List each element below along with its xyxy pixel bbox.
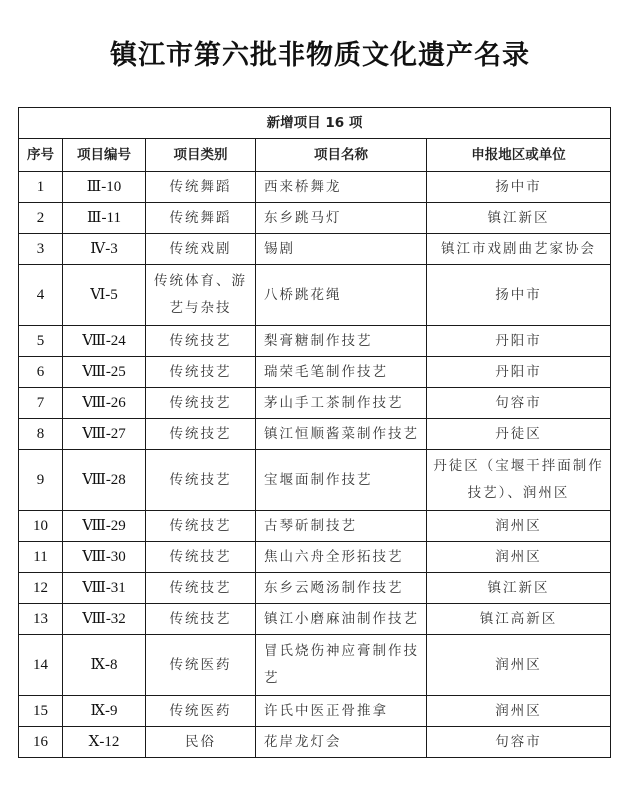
cell-category: 传统舞蹈 bbox=[146, 172, 256, 203]
header-index: 序号 bbox=[19, 139, 63, 172]
cell-name: 梨膏糖制作技艺 bbox=[256, 326, 427, 357]
cell-unit: 镇江高新区 bbox=[427, 604, 611, 635]
cell-code: Ⅸ-9 bbox=[63, 696, 146, 727]
header-name: 项目名称 bbox=[256, 139, 427, 172]
cell-code: Ⅷ-29 bbox=[63, 511, 146, 542]
cell-code: Ⅷ-28 bbox=[63, 450, 146, 511]
table-row bbox=[19, 419, 611, 450]
table-row bbox=[19, 357, 611, 388]
cell-index: 11 bbox=[19, 542, 63, 573]
heritage-list-table bbox=[18, 107, 611, 758]
cell-code: Ⅲ-11 bbox=[63, 203, 146, 234]
cell-index: 16 bbox=[19, 727, 63, 758]
table-row bbox=[19, 388, 611, 419]
cell-index: 15 bbox=[19, 696, 63, 727]
cell-name: 瑞荣毛笔制作技艺 bbox=[256, 357, 427, 388]
cell-code: Ⅷ-30 bbox=[63, 542, 146, 573]
cell-unit: 镇江市戏剧曲艺家协会 bbox=[427, 234, 611, 265]
cell-index: 12 bbox=[19, 573, 63, 604]
document-title: 镇江市第六批非物质文化遗产名录 bbox=[110, 40, 530, 71]
cell-unit: 镇江新区 bbox=[427, 203, 611, 234]
cell-category: 传统技艺 bbox=[146, 357, 256, 388]
cell-name: 东乡云飏汤制作技艺 bbox=[256, 573, 427, 604]
cell-category: 传统技艺 bbox=[146, 542, 256, 573]
cell-unit: 润州区 bbox=[427, 542, 611, 573]
cell-code: Ⅹ-12 bbox=[63, 727, 146, 758]
table-row bbox=[19, 696, 611, 727]
table-row bbox=[19, 234, 611, 265]
cell-index: 13 bbox=[19, 604, 63, 635]
cell-index: 8 bbox=[19, 419, 63, 450]
table-caption-row bbox=[19, 108, 611, 139]
cell-code: Ⅳ-3 bbox=[63, 234, 146, 265]
table-row bbox=[19, 450, 611, 511]
cell-code: Ⅷ-27 bbox=[63, 419, 146, 450]
cell-index: 7 bbox=[19, 388, 63, 419]
cell-unit: 润州区 bbox=[427, 635, 611, 696]
cell-index: 3 bbox=[19, 234, 63, 265]
cell-code: Ⅷ-25 bbox=[63, 357, 146, 388]
cell-name: 镇江小磨麻油制作技艺 bbox=[256, 604, 427, 635]
cell-index: 5 bbox=[19, 326, 63, 357]
cell-code: Ⅸ-8 bbox=[63, 635, 146, 696]
cell-index: 4 bbox=[19, 265, 63, 326]
cell-category: 传统技艺 bbox=[146, 419, 256, 450]
cell-name: 西来桥舞龙 bbox=[256, 172, 427, 203]
cell-unit: 扬中市 bbox=[427, 172, 611, 203]
cell-name: 许氏中医正骨推拿 bbox=[256, 696, 427, 727]
cell-unit: 润州区 bbox=[427, 696, 611, 727]
table-row bbox=[19, 727, 611, 758]
cell-category: 传统体育、游艺与杂技 bbox=[146, 265, 256, 326]
cell-category: 传统技艺 bbox=[146, 604, 256, 635]
cell-unit: 句容市 bbox=[427, 388, 611, 419]
table-row bbox=[19, 573, 611, 604]
cell-category: 传统技艺 bbox=[146, 326, 256, 357]
cell-category: 传统技艺 bbox=[146, 450, 256, 511]
cell-unit: 丹徒区（宝堰干拌面制作技艺）、润州区 bbox=[427, 450, 611, 511]
cell-name: 锡剧 bbox=[256, 234, 427, 265]
cell-index: 14 bbox=[19, 635, 63, 696]
cell-code: Ⅷ-26 bbox=[63, 388, 146, 419]
cell-category: 传统医药 bbox=[146, 696, 256, 727]
cell-code: Ⅵ-5 bbox=[63, 265, 146, 326]
cell-name: 八桥跳花绳 bbox=[256, 265, 427, 326]
cell-code: Ⅲ-10 bbox=[63, 172, 146, 203]
header-category: 项目类别 bbox=[146, 139, 256, 172]
cell-name: 花岸龙灯会 bbox=[256, 727, 427, 758]
cell-category: 传统技艺 bbox=[146, 573, 256, 604]
table-row bbox=[19, 265, 611, 326]
cell-unit: 扬中市 bbox=[427, 265, 611, 326]
table-row bbox=[19, 604, 611, 635]
table-row bbox=[19, 542, 611, 573]
header-unit: 申报地区或单位 bbox=[427, 139, 611, 172]
cell-index: 6 bbox=[19, 357, 63, 388]
cell-category: 民俗 bbox=[146, 727, 256, 758]
cell-name: 焦山六舟全形拓技艺 bbox=[256, 542, 427, 573]
cell-unit: 丹阳市 bbox=[427, 326, 611, 357]
cell-index: 10 bbox=[19, 511, 63, 542]
table-body bbox=[19, 172, 611, 758]
cell-name: 镇江恒顺酱菜制作技艺 bbox=[256, 419, 427, 450]
cell-name: 冒氏烧伤神应膏制作技艺 bbox=[256, 635, 427, 696]
cell-index: 2 bbox=[19, 203, 63, 234]
cell-code: Ⅷ-32 bbox=[63, 604, 146, 635]
table-row bbox=[19, 326, 611, 357]
cell-name: 古琴斫制技艺 bbox=[256, 511, 427, 542]
table-row bbox=[19, 172, 611, 203]
cell-unit: 丹徒区 bbox=[427, 419, 611, 450]
cell-name: 东乡跳马灯 bbox=[256, 203, 427, 234]
cell-category: 传统戏剧 bbox=[146, 234, 256, 265]
cell-index: 1 bbox=[19, 172, 63, 203]
table-row bbox=[19, 511, 611, 542]
cell-code: Ⅷ-24 bbox=[63, 326, 146, 357]
cell-index: 9 bbox=[19, 450, 63, 511]
cell-category: 传统技艺 bbox=[146, 511, 256, 542]
cell-name: 茅山手工茶制作技艺 bbox=[256, 388, 427, 419]
table-row bbox=[19, 203, 611, 234]
header-code: 项目编号 bbox=[63, 139, 146, 172]
cell-unit: 润州区 bbox=[427, 511, 611, 542]
cell-category: 传统医药 bbox=[146, 635, 256, 696]
cell-name: 宝堰面制作技艺 bbox=[256, 450, 427, 511]
cell-category: 传统技艺 bbox=[146, 388, 256, 419]
cell-code: Ⅷ-31 bbox=[63, 573, 146, 604]
table-row bbox=[19, 635, 611, 696]
cell-unit: 句容市 bbox=[427, 727, 611, 758]
table-caption: 新增项目 16 项 bbox=[19, 108, 611, 139]
cell-unit: 镇江新区 bbox=[427, 573, 611, 604]
cell-unit: 丹阳市 bbox=[427, 357, 611, 388]
cell-category: 传统舞蹈 bbox=[146, 203, 256, 234]
table-header-row bbox=[19, 139, 611, 172]
